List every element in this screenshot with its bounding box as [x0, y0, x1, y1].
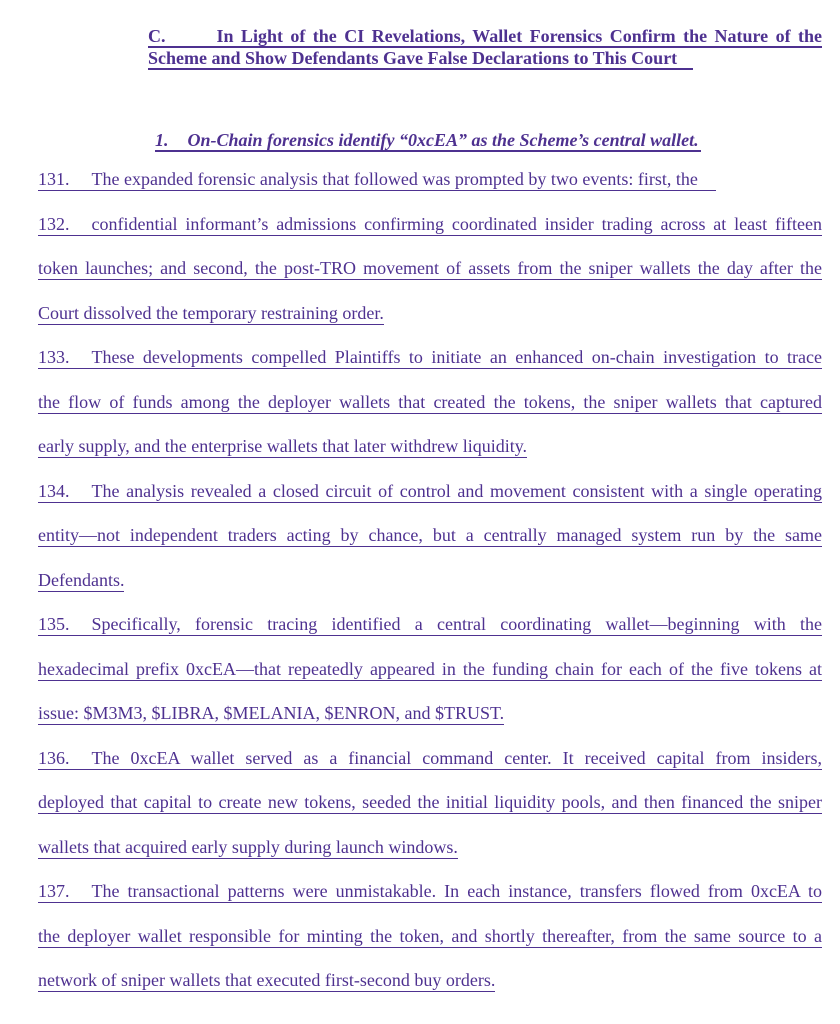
paragraph-133	[38, 347, 822, 458]
para-line-text: The analysis revealed a closed circuit of control and movement consistent with a single operating	[91, 480, 822, 501]
para-line	[38, 748, 822, 770]
body-text	[38, 169, 822, 992]
para-line	[38, 347, 822, 369]
tab-gap	[70, 496, 92, 497]
tab-gap	[70, 184, 92, 185]
tab-gap	[70, 896, 92, 897]
section-heading-line-2: Scheme and Show Defendants Gave False Declarations to This Court	[148, 48, 693, 70]
tab-gap	[70, 763, 92, 764]
paragraph-137	[38, 881, 822, 992]
para-line-text: The 0xcEA wallet served as a financial command center. It received capital from insiders,	[91, 747, 822, 768]
para-line: deployed that capital to create new tokens, seeded the initial liquidity pools, and then financed the sniper	[38, 792, 822, 812]
para-line: issue: $M3M3, $LIBRA, $MELANIA, $ENRON, and $TRUST.	[38, 703, 505, 723]
paragraph-132	[38, 214, 822, 325]
subheading-number: 1.	[155, 130, 169, 150]
para-number: 131.	[38, 169, 70, 189]
para-line-text: These developments compelled Plaintiffs to initiate an enhanced on-chain investigation to trace	[91, 347, 822, 367]
para-number: 134.	[38, 480, 70, 501]
paragraph-131	[38, 169, 822, 191]
tab-gap	[70, 229, 92, 230]
paragraph-134	[38, 481, 822, 592]
tab-gap	[169, 145, 188, 146]
para-line	[38, 169, 716, 191]
para-line: the deployer wallet responsible for minting the token, and shortly thereafter, from the same source to a	[38, 925, 822, 946]
section-heading-text: In Light of the CI Revelations, Wallet Forensics Confirm the Nature of the	[216, 26, 822, 46]
para-number: 136.	[38, 747, 70, 768]
para-line: Defendants.	[38, 569, 125, 590]
section-heading-line-1	[148, 26, 822, 48]
section-heading-label: C.	[148, 26, 166, 46]
para-line: wallets that acquired early supply during launch windows.	[38, 836, 458, 857]
para-line: the flow of funds among the deployer wallets that created the tokens, the sniper wallets that captured	[38, 391, 822, 412]
para-number: 133.	[38, 347, 70, 367]
para-line-text: The expanded forensic analysis that followed was prompted by two events: first, the	[91, 169, 698, 189]
para-line	[38, 214, 822, 236]
paragraph-135	[38, 614, 822, 725]
tab-gap	[70, 362, 92, 363]
subheading	[155, 130, 701, 152]
para-line	[38, 881, 822, 903]
para-line-text: confidential informant’s admissions confirming coordinated insider trading across at least fifteen	[91, 213, 822, 234]
para-line: Court dissolved the temporary restraining order.	[38, 302, 384, 323]
para-line: network of sniper wallets that executed first-second buy orders.	[38, 970, 496, 990]
para-line-text: The transactional patterns were unmistakable. In each instance, transfers flowed from 0xcEA to	[91, 881, 822, 901]
paragraph-136	[38, 748, 822, 859]
subheading-text: On-Chain forensics identify “0xcEA” as the Scheme’s central wallet.	[187, 130, 699, 150]
para-line: token launches; and second, the post-TRO movement of assets from the sniper wallets the day after the	[38, 258, 822, 278]
para-number: 132.	[38, 213, 70, 234]
para-number: 135.	[38, 614, 70, 634]
para-line: early supply, and the enterprise wallets that later withdrew liquidity.	[38, 436, 528, 456]
para-line: hexadecimal prefix 0xcEA—that repeatedly appeared in the funding chain for each of the five tokens at	[38, 658, 822, 679]
para-line	[38, 614, 822, 636]
para-line: entity—not independent traders acting by chance, but a centrally managed system run by the same	[38, 525, 822, 545]
para-line	[38, 481, 822, 503]
tab-gap	[166, 41, 217, 42]
para-line-text: Specifically, forensic tracing identified a central coordinating wallet—beginning with the	[91, 614, 822, 634]
para-number: 137.	[38, 881, 70, 901]
section-heading	[148, 26, 840, 70]
tab-gap	[70, 629, 92, 630]
